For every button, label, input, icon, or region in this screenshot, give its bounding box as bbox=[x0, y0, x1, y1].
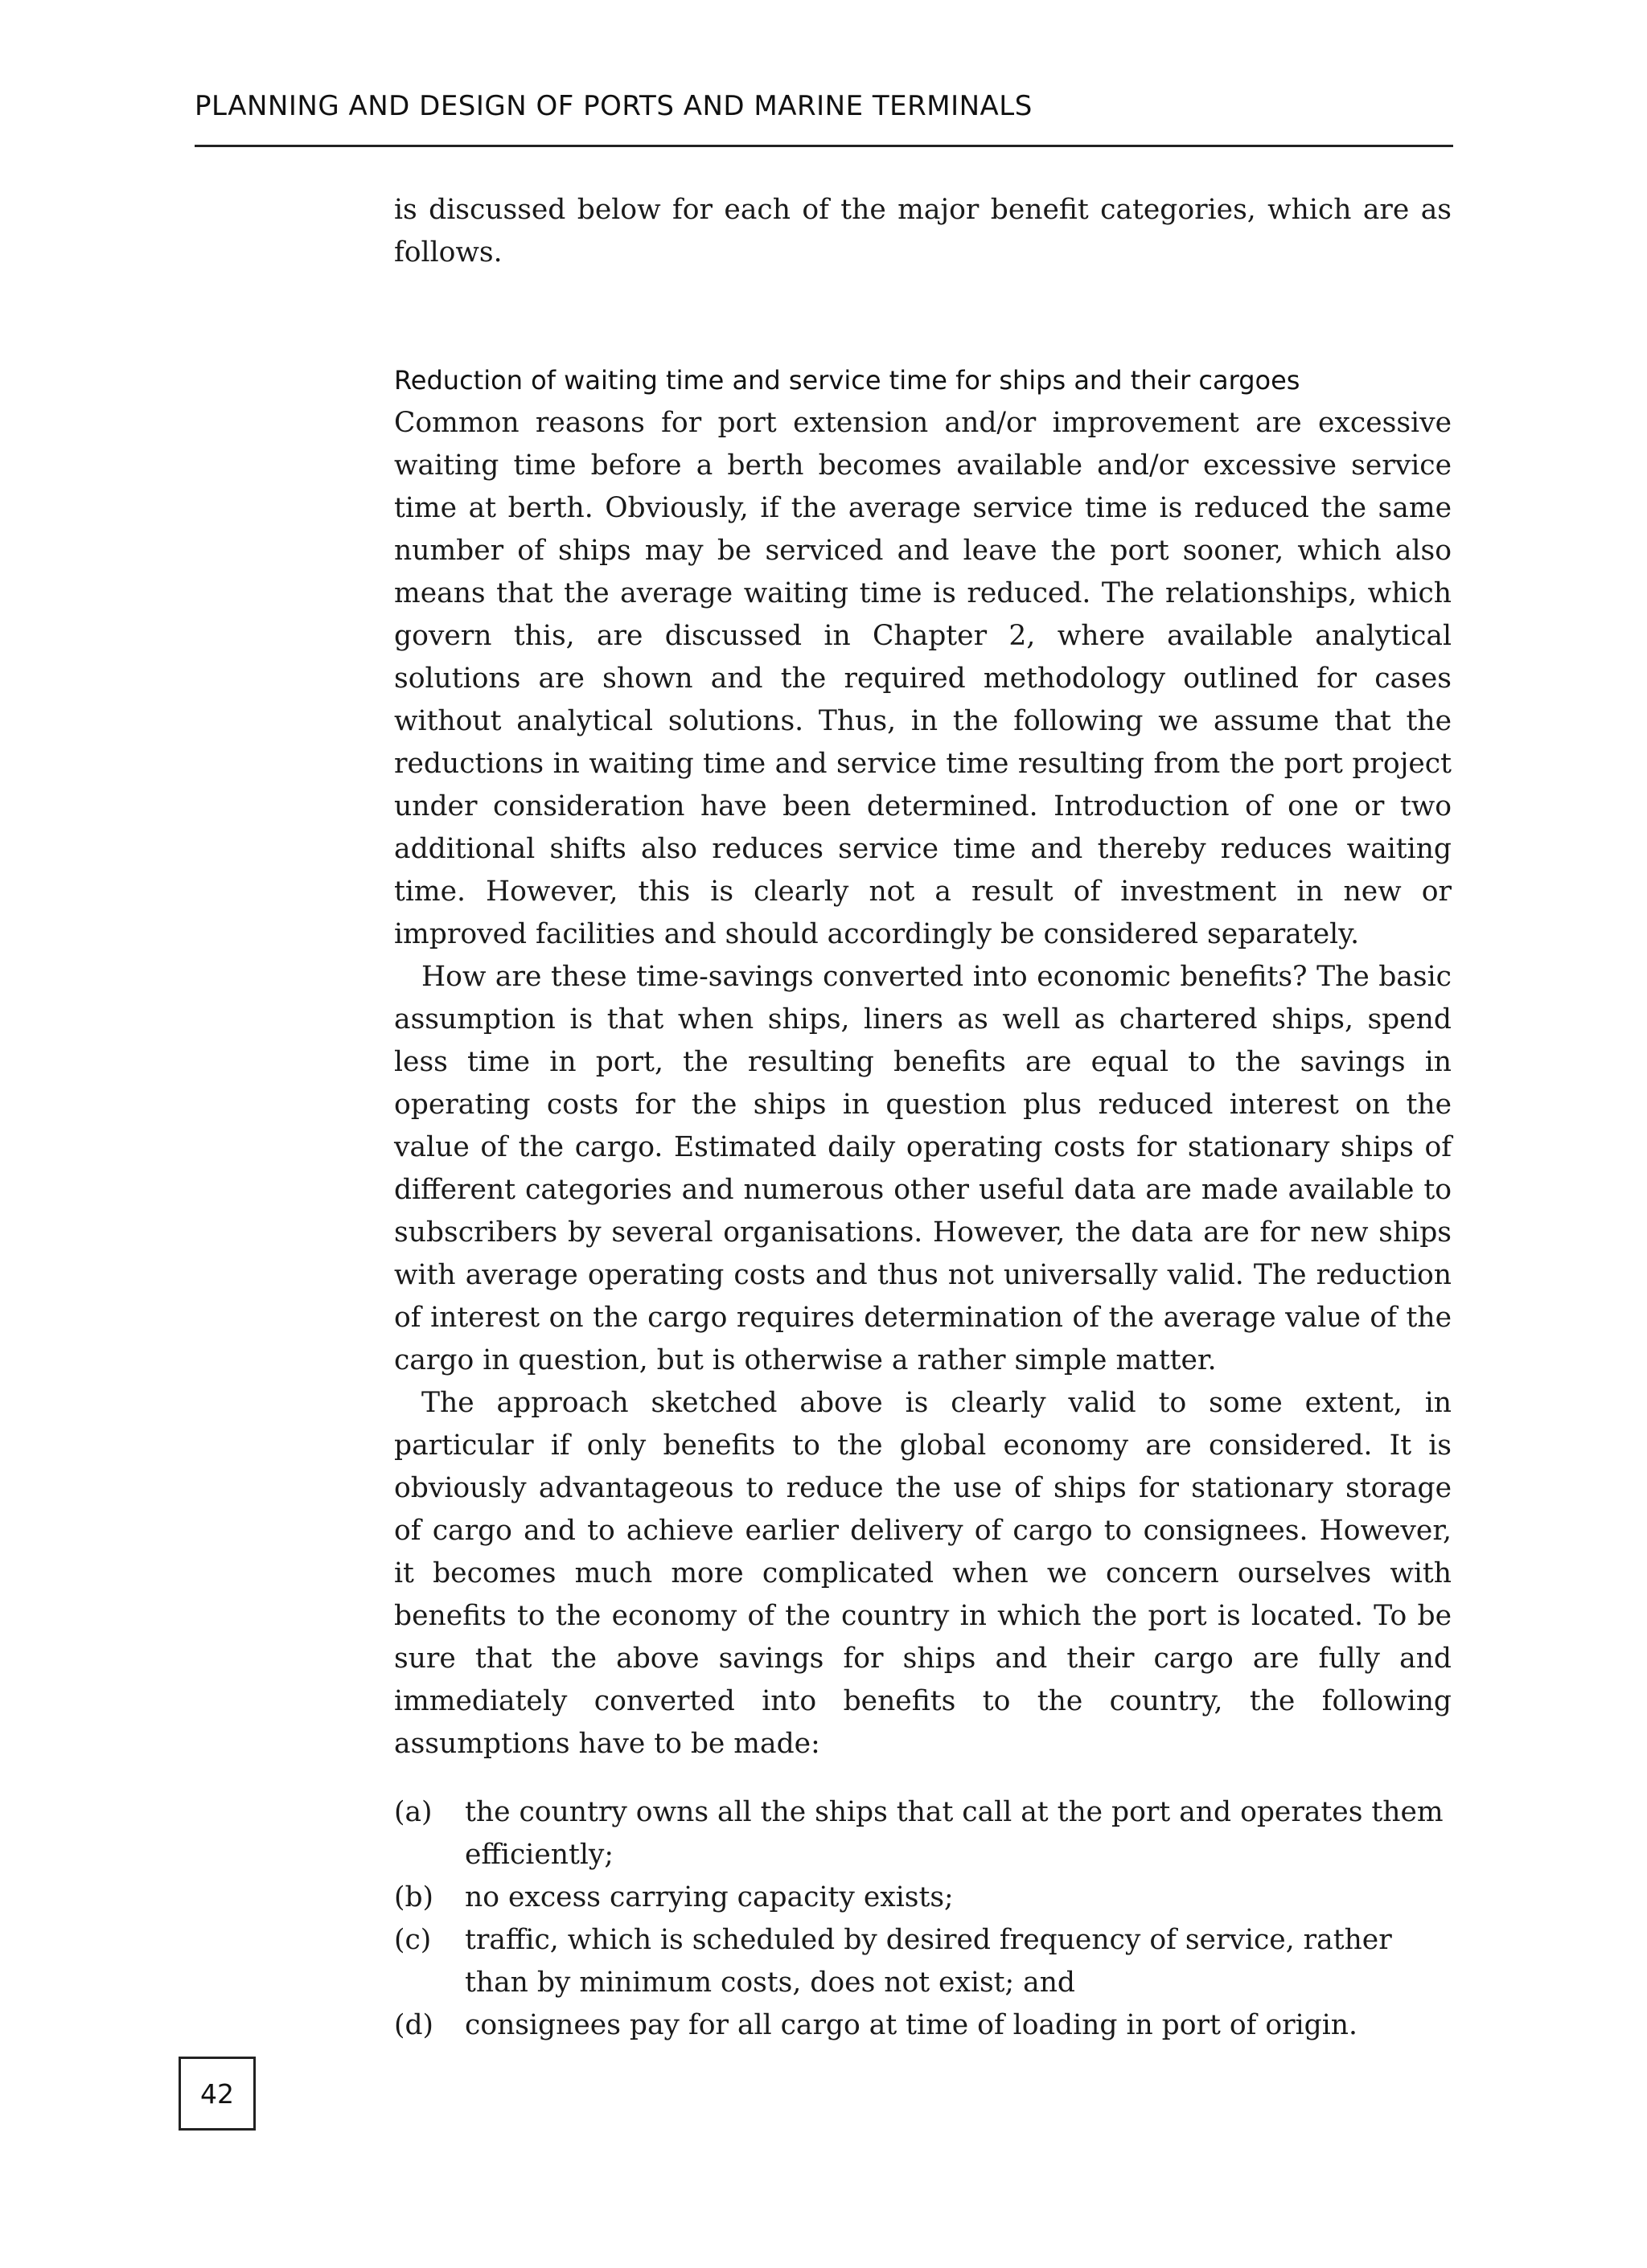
section-heading: Reduction of waiting time and service time for ships and their cargoes bbox=[394, 365, 1300, 396]
running-head: PLANNING AND DESIGN OF PORTS AND MARINE TERMINALS bbox=[195, 90, 1033, 122]
paragraph-3: The approach sketched above is clearly valid to some extent, in particular if only benefits to the global economy are considered. It is obviously advantageous to reduce the use of ships for stationary storage of cargo and to achieve earlier delivery of cargo to consignees. However, it becomes much more complicated when we concern ourselves with benefits to the economy of the country in which the port is located. To be sure that the above savings for ships and their cargo are fully and immediately converted into benefits to the country, the following assumptions have to be made: bbox=[394, 1387, 1452, 1760]
list-item bbox=[394, 1919, 1452, 2004]
list-marker: (a) bbox=[394, 1796, 433, 1828]
list-marker: (c) bbox=[394, 1924, 432, 1956]
list-item-text: consignees pay for all cargo at time of loading in port of origin. bbox=[465, 2009, 1357, 2041]
list-marker: (d) bbox=[394, 2009, 434, 2041]
list-marker: (b) bbox=[394, 1881, 434, 1913]
intro-paragraph: is discussed below for each of the major benefit categories, which are as follows. bbox=[394, 194, 1452, 269]
list-item-text: the country owns all the ships that call at the port and operates them efficiently; bbox=[465, 1796, 1444, 1871]
body-text bbox=[394, 189, 1452, 2047]
page-number: 42 bbox=[179, 2057, 256, 2131]
list-item bbox=[394, 2004, 1452, 2047]
list-item bbox=[394, 1791, 1452, 1876]
paragraph-2: How are these time-savings converted into economic benefits? The basic assumption is that when ships, liners as well as chartered ships, spend less time in port, the resulting benefits are equal to the savings in operating costs for the ships in question plus reduced interest on the value of the cargo. Estimated daily operating costs for stationary ships of different categories and numerous other useful data are made available to subscribers by several organisations. However, the data are for new ships with average operating costs and thus not universally valid. The reduction of interest on the cargo requires determination of the average value of the cargo in question, but is otherwise a rather simple matter. bbox=[394, 961, 1452, 1376]
paragraph-1: Common reasons for port extension and/or improvement are excessive waiting time before a berth becomes available and/or excessive service time at berth. Obviously, if the average service time is reduced the same number of ships may be serviced and leave the port sooner, which also means that the average waiting time is reduced. The relationships, which govern this, are discussed in Chapter 2, where available analytical solutions are shown and the required methodology outlined for cases without analytical solutions. Thus, in the following we assume that the reductions in waiting time and service time resulting from the port project under consideration have been determined. Introduction of one or two additional shifts also reduces service time and thereby reduces waiting time. However, this is clearly not a result of investment in new or improved facilities and should accordingly be considered separately. bbox=[394, 407, 1452, 950]
list-item bbox=[394, 1876, 1452, 1919]
list-item-text: no excess carrying capacity exists; bbox=[465, 1881, 954, 1913]
list-item-text: traffic, which is scheduled by desired frequency of service, rather than by minimum costs, does not exist; and bbox=[465, 1924, 1392, 1999]
assumptions-list bbox=[394, 1791, 1452, 2047]
header-rule bbox=[195, 145, 1453, 147]
